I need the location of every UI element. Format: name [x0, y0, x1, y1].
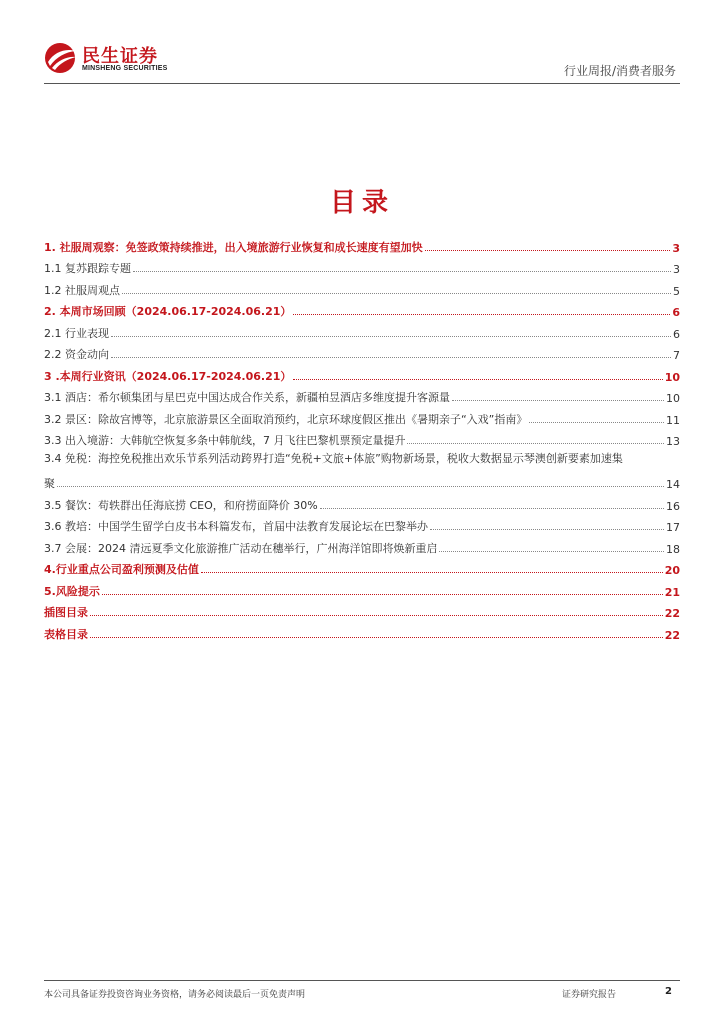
toc-entry-label: 1. 社服周观察：免签政策持续推进，出入境旅游行业恢复和成长速度有望加快 [44, 240, 423, 254]
minsheng-logo-icon [44, 42, 78, 74]
toc-entry-page: 22 [664, 628, 680, 642]
toc-leader-dots [452, 400, 664, 401]
toc-entry-page: 7 [673, 349, 680, 362]
toc-entry-label: 3.3 出入境游：大韩航空恢复多条中韩航线，7 月飞往巴黎机票预定量提升 [44, 434, 406, 447]
toc-entry-page: 16 [666, 499, 680, 513]
logo-chinese-name: 民生证券 [82, 46, 158, 67]
footer-doc-type: 证券研究报告 [562, 990, 617, 1000]
footer-disclaimer: 本公司具备证券投资咨询业务资格，请务必阅读最后一页免责声明 [44, 990, 306, 1000]
toc-entry[interactable] [44, 362, 680, 384]
toc-entry[interactable] [44, 384, 680, 406]
toc-leader-dots [425, 250, 671, 251]
logo-english-name: MINSHENG SECURITIES [82, 65, 168, 72]
footer-divider [44, 980, 680, 981]
toc-entry-label: 3.2 景区：除故宫博等，北京旅游景区全面取消预约，北京环球度假区推出《暑期亲子“入戏”指南》 [44, 412, 528, 426]
toc-entry[interactable] [44, 556, 680, 578]
toc-entry-label: 3 .本周行业资讯（2024.06.17-2024.06.21） [44, 369, 292, 383]
toc-entry[interactable] [44, 599, 680, 621]
toc-entry-page: 22 [664, 607, 680, 620]
toc-leader-dots [293, 379, 662, 380]
toc-entry-page: 3 [673, 263, 680, 276]
toc-leader-dots [407, 443, 664, 444]
toc-leader-dots [111, 357, 671, 358]
toc-entry-page: 3 [672, 241, 680, 255]
toc-entry[interactable] [44, 620, 680, 642]
toc-leader-dots [111, 336, 671, 337]
toc-entry-label: 1.2 社服周观点 [44, 283, 120, 297]
toc-entry-page: 17 [666, 521, 680, 534]
table-of-contents [44, 233, 680, 642]
minsheng-logo [44, 40, 184, 76]
toc-entry-label: 5.风险提示 [44, 584, 100, 598]
toc-entry-label: 2. 本周市场回顾（2024.06.17-2024.06.21） [44, 305, 292, 318]
toc-entry[interactable] [44, 513, 680, 535]
toc-entry-label: 插图目录 [44, 606, 88, 619]
header-divider [44, 83, 680, 84]
toc-entry[interactable] [44, 534, 680, 556]
toc-leader-dots [293, 314, 670, 315]
toc-leader-dots [133, 271, 671, 272]
toc-entry-page: 5 [673, 284, 680, 298]
toc-entry[interactable] [44, 255, 680, 277]
toc-leader-dots [201, 572, 663, 573]
toc-leader-dots [122, 293, 671, 294]
toc-leader-dots [90, 637, 663, 638]
toc-entry-page: 10 [666, 392, 680, 405]
toc-leader-dots [102, 594, 663, 595]
toc-entry[interactable] [44, 405, 680, 427]
toc-leader-dots [430, 529, 664, 530]
toc-entry-label: 3.6 教培：中国学生留学白皮书本科篇发布，首届中法教育发展论坛在巴黎举办 [44, 520, 428, 533]
toc-entry-page: 10 [664, 370, 680, 384]
toc-entry-page: 11 [666, 413, 680, 427]
toc-entry-label: 3.5 餐饮：苟轶群出任海底捞 CEO，和府捞面降价 30% [44, 498, 318, 512]
toc-entry-page: 20 [664, 564, 680, 577]
toc-entry-page: 6 [673, 327, 680, 341]
toc-entry-label: 表格目录 [44, 627, 88, 641]
toc-entry-page: 18 [666, 542, 680, 556]
toc-entry-label: 2.2 资金动向 [44, 348, 109, 361]
toc-leader-dots [439, 551, 664, 552]
toc-entry-label: 1.1 复苏跟踪专题 [44, 262, 131, 275]
toc-entry[interactable] [44, 298, 680, 320]
toc-entry[interactable] [44, 427, 680, 449]
toc-entry[interactable] [44, 319, 680, 341]
toc-leader-dots [529, 422, 664, 423]
toc-entry-page: 6 [672, 306, 680, 319]
toc-leader-dots [57, 486, 664, 487]
toc-entry[interactable] [44, 577, 680, 599]
toc-entry-label-continued: 聚 [44, 477, 55, 490]
toc-entry-label: 4.行业重点公司盈利预测及估值 [44, 563, 199, 576]
toc-entry-label: 3.4 免税：海控免税推出欢乐节系列活动跨界打造“免税+文旅+体旅”购物新场景，税收大数据显示琴澳创新要素加速集 [44, 452, 623, 465]
toc-entry[interactable] [44, 491, 680, 513]
toc-leader-dots [90, 615, 663, 616]
page-number: 2 [665, 986, 672, 997]
toc-entry-page: 13 [666, 435, 680, 448]
toc-entry[interactable] [44, 233, 680, 255]
toc-entry-page: 21 [664, 585, 680, 599]
toc-entry-label: 2.1 行业表现 [44, 326, 109, 340]
toc-leader-dots [320, 508, 664, 509]
toc-entry-label: 3.1 酒店：希尔顿集团与星巴克中国达成合作关系，新疆柏昱酒店多维度提升客源量 [44, 391, 450, 404]
report-type-label: 行业周报/消费者服务 [563, 64, 676, 78]
toc-title: 目录 [329, 188, 394, 218]
toc-entry-label: 3.7 会展：2024 清远夏季文化旅游推广活动在穗举行，广州海洋馆即将焕新重启 [44, 541, 438, 555]
toc-entry[interactable] [44, 341, 680, 363]
toc-entry-page: 14 [666, 478, 680, 491]
toc-entry[interactable] [44, 448, 680, 491]
toc-entry[interactable] [44, 276, 680, 298]
